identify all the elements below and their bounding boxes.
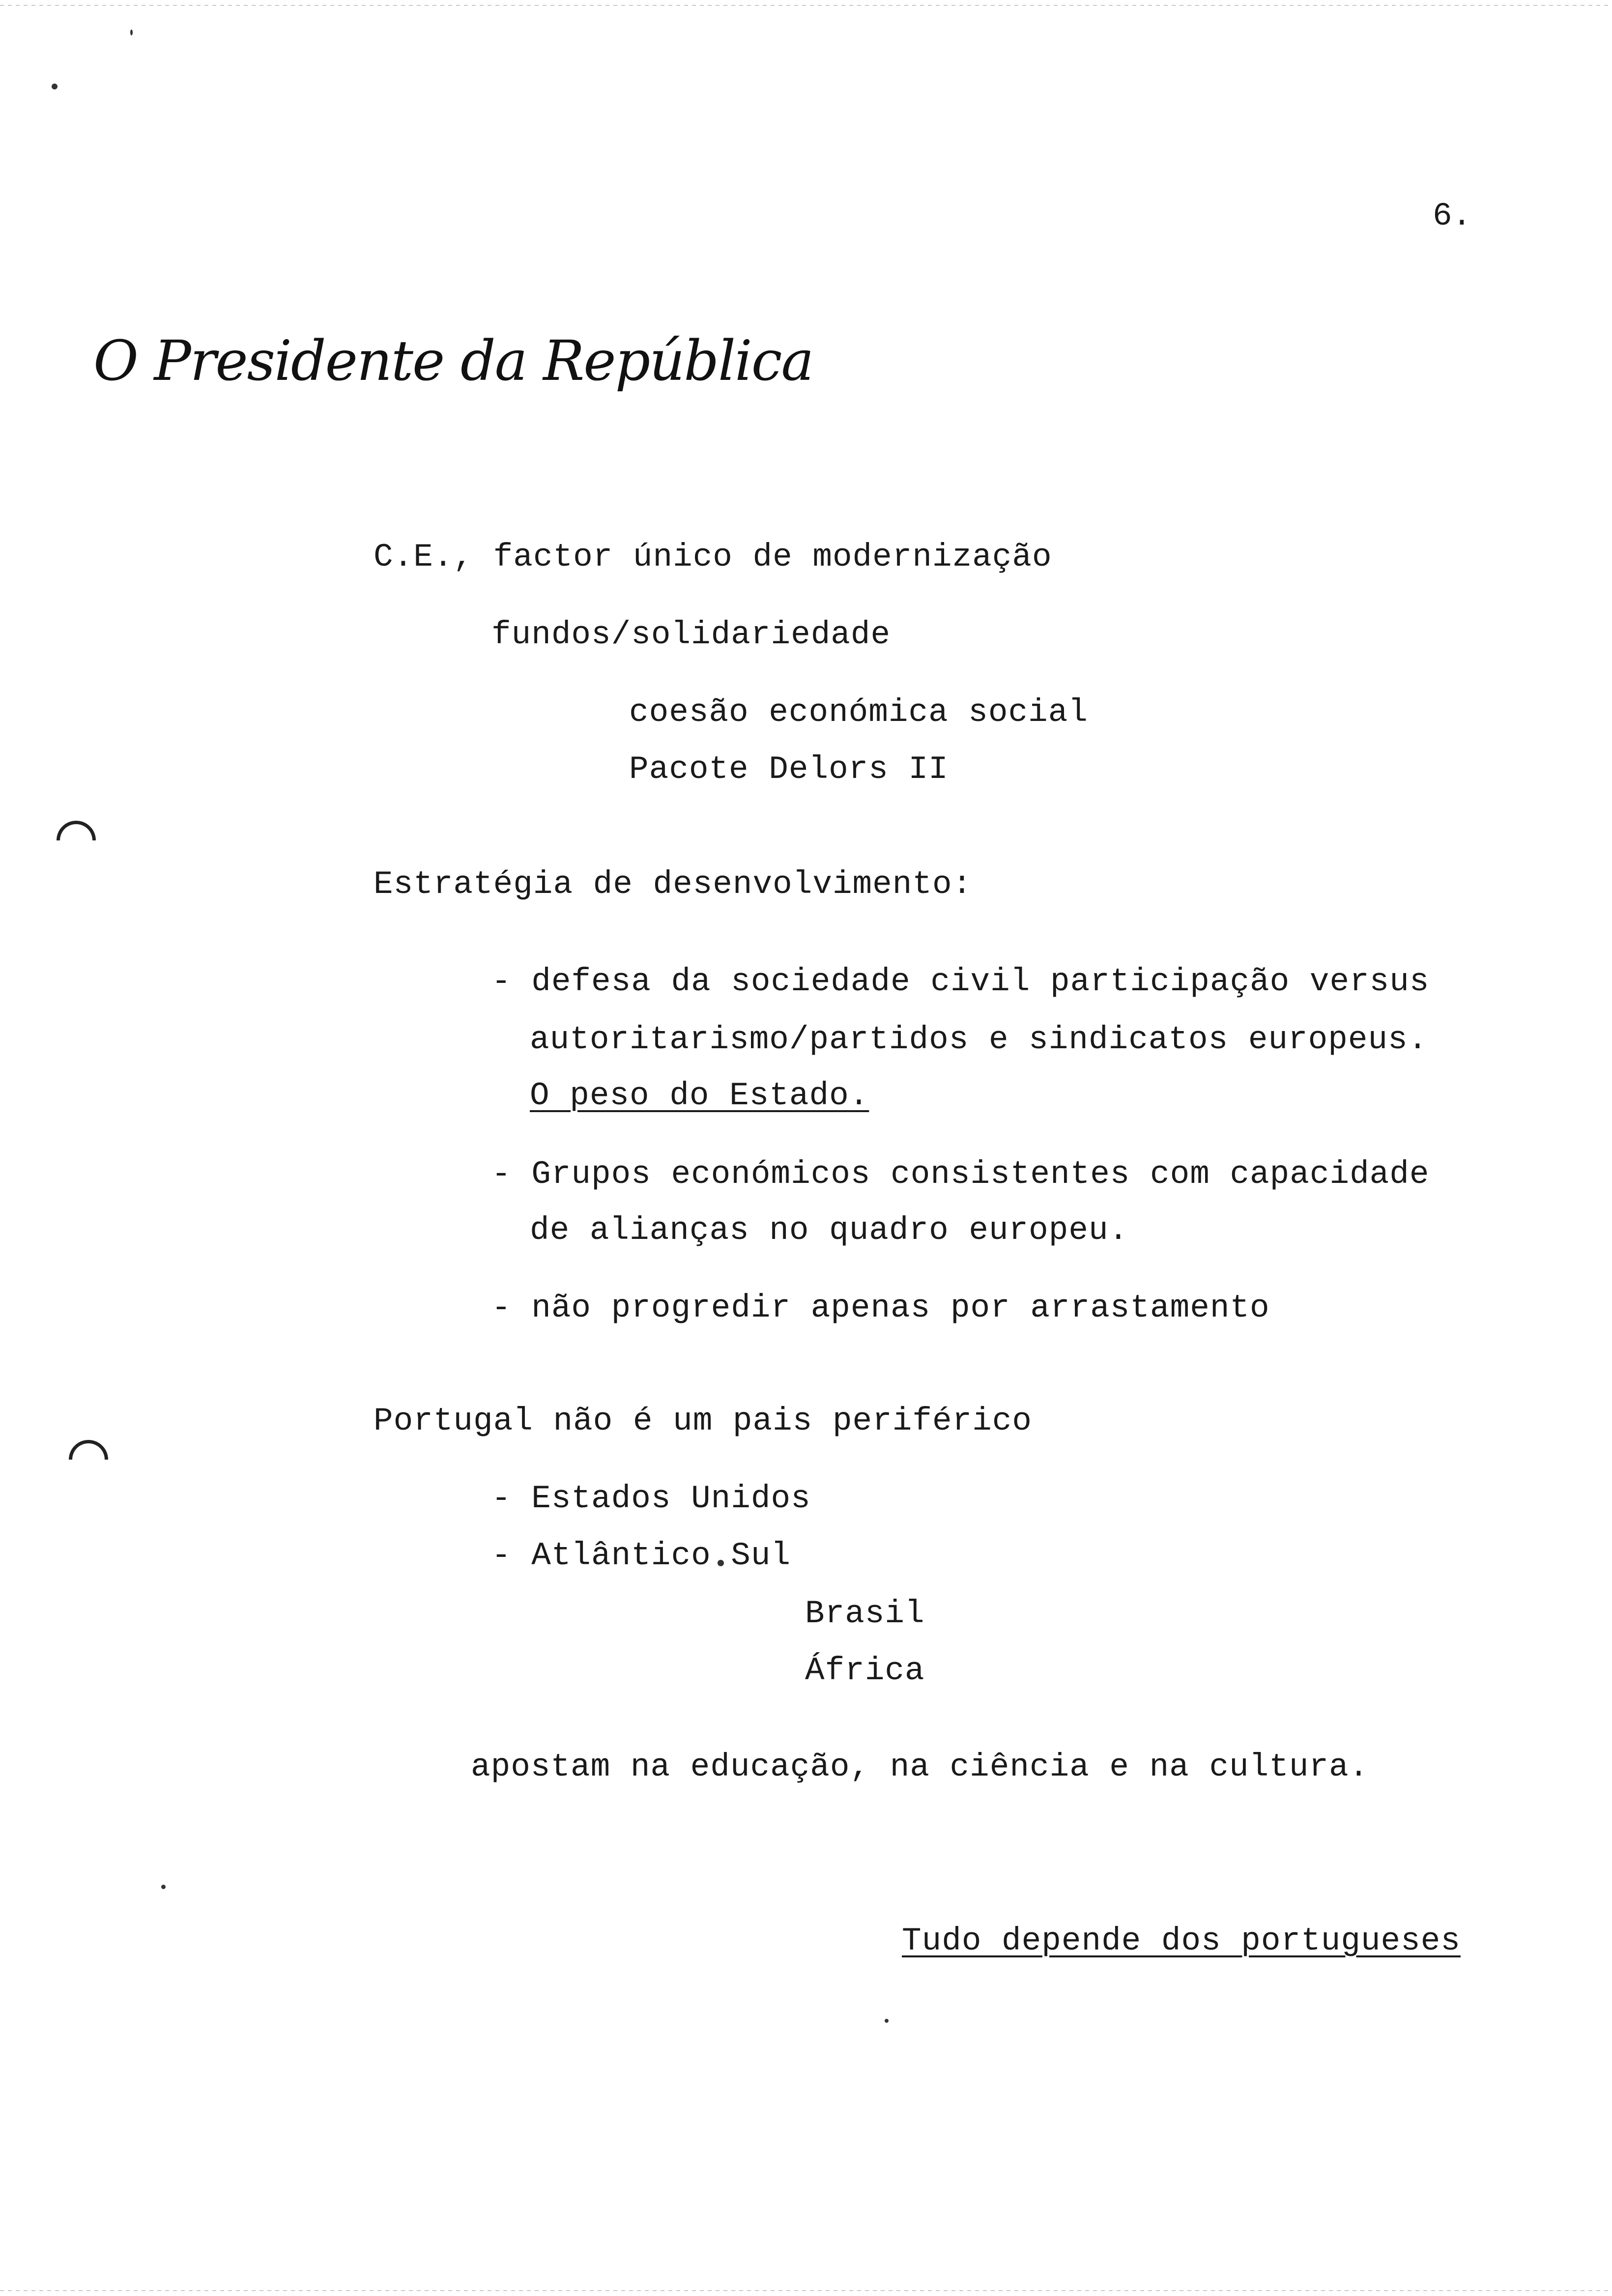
list-item: - Estados Unidos bbox=[491, 1480, 811, 1517]
text-line: de alianças no quadro europeu. bbox=[530, 1212, 1129, 1249]
punch-hole-bottom bbox=[60, 1432, 116, 1487]
text-line: África bbox=[805, 1652, 925, 1689]
punch-hole-top bbox=[48, 812, 104, 868]
scan-speck bbox=[130, 29, 133, 35]
underlined-text: O peso do Estado. bbox=[530, 1077, 869, 1114]
text-line: coesão económica social bbox=[629, 694, 1088, 731]
scan-top-edge bbox=[0, 5, 1612, 6]
section-heading: Portugal não é um pais periférico bbox=[374, 1403, 1033, 1439]
list-item: - Atlântico Sul bbox=[491, 1537, 791, 1574]
closing-statement: Tudo depende dos portugueses bbox=[902, 1923, 1461, 1959]
scan-speck bbox=[52, 84, 58, 89]
section-heading: Estratégia de desenvolvimento: bbox=[374, 866, 973, 903]
text-line: fundos/solidariedade bbox=[491, 616, 891, 653]
list-item: - defesa da sociedade civil participação versus bbox=[491, 963, 1430, 1000]
page-number: 6. bbox=[1433, 198, 1472, 234]
scan-speck bbox=[161, 1885, 166, 1889]
list-item: - não progredir apenas por arrastamento bbox=[491, 1290, 1270, 1326]
text-line: Brasil bbox=[805, 1595, 925, 1632]
letterhead: O Presidente da República bbox=[93, 329, 813, 393]
scan-speck bbox=[885, 2019, 889, 2023]
list-item: - Grupos económicos consistentes com capacidade bbox=[491, 1156, 1430, 1193]
text-line: autoritarismo/partidos e sindicatos europeus. bbox=[530, 1021, 1428, 1058]
text-line: apostam na educação, na ciência e na cultura. bbox=[471, 1749, 1369, 1785]
text-line: Pacote Delors II bbox=[629, 751, 949, 788]
scan-bottom-edge bbox=[0, 2290, 1612, 2291]
text-line: C.E., factor único de modernização bbox=[374, 539, 1052, 575]
